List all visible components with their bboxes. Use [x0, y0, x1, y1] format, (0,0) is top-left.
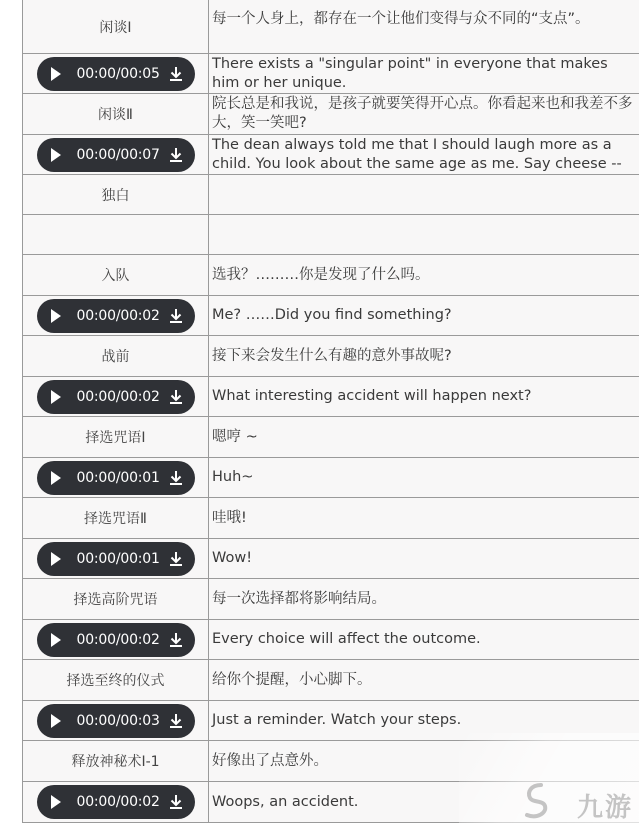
line-text-cn — [209, 0, 639, 53]
line-text: Just a reminder. Watch your steps. — [212, 712, 462, 728]
download-icon[interactable] — [169, 551, 183, 567]
audio-cell — [23, 296, 209, 335]
line-text-en — [209, 701, 639, 740]
line-text-en — [209, 539, 639, 578]
audio-row — [23, 377, 639, 417]
audio-cell — [23, 539, 209, 578]
line-text: Huh~ — [212, 469, 254, 485]
audio-cell — [23, 458, 209, 497]
line-title-cell — [23, 0, 209, 53]
download-icon[interactable] — [169, 794, 183, 810]
line-text: 哇哦! — [212, 509, 247, 526]
line-title: 闲谈Ⅰ — [99, 19, 132, 36]
download-icon[interactable] — [169, 632, 183, 648]
line-title: 入队 — [101, 268, 130, 284]
audio-cell — [23, 54, 209, 93]
play-icon[interactable] — [51, 148, 61, 162]
audio-row — [23, 539, 639, 579]
line-title: 择选高阶咒语 — [73, 592, 158, 608]
audio-player[interactable] — [37, 380, 195, 414]
play-icon[interactable] — [51, 67, 61, 81]
audio-cell — [23, 620, 209, 659]
line-title: 释放神秘术Ⅰ-1 — [71, 754, 160, 770]
audio-cell — [23, 782, 209, 822]
audio-row — [23, 782, 639, 823]
audio-row — [23, 296, 639, 336]
play-icon[interactable] — [51, 552, 61, 566]
audio-player[interactable] — [37, 542, 195, 576]
line-text: What interesting accident will happen next? — [212, 388, 532, 404]
line-text: 给你个提醒，小心脚下。 — [212, 671, 372, 688]
audio-time: 00:00/00:02 — [76, 388, 160, 405]
play-icon[interactable] — [51, 633, 61, 647]
audio-row — [23, 54, 639, 94]
line-text-en — [209, 54, 639, 93]
line-text-en — [209, 782, 639, 822]
line-text: Me? ……Did you find something? — [212, 307, 452, 323]
voice-lines-table — [22, 0, 639, 823]
line-text: Wow! — [212, 550, 253, 566]
line-title: 独白 — [101, 187, 130, 204]
table-row — [23, 175, 639, 215]
line-title-cell — [23, 215, 209, 254]
line-text-en — [209, 620, 639, 659]
audio-time: 00:00/00:01 — [76, 469, 160, 486]
table-row — [23, 94, 639, 135]
audio-player[interactable] — [37, 785, 195, 819]
audio-time: 00:00/00:01 — [76, 550, 160, 567]
line-text: 选我？………你是发现了什么吗。 — [212, 266, 430, 283]
line-text: Every choice will affect the outcome. — [212, 631, 481, 647]
line-text-en — [209, 458, 639, 497]
line-title: 择选咒语Ⅱ — [84, 511, 147, 527]
watermark-text: 九游 — [576, 793, 633, 823]
audio-row — [23, 135, 639, 175]
audio-player[interactable] — [37, 461, 195, 495]
line-text-cn — [209, 336, 639, 376]
line-title-cell — [23, 579, 209, 619]
audio-player[interactable] — [37, 138, 195, 172]
line-text: Woops, an accident. — [212, 793, 359, 810]
audio-cell — [23, 701, 209, 740]
line-text-cn — [209, 741, 639, 781]
audio-cell — [23, 377, 209, 416]
audio-player[interactable] — [37, 704, 195, 738]
line-text: There exists a "singular point" in everyone that makes him or her unique. — [212, 55, 608, 91]
audio-row — [23, 701, 639, 741]
audio-row — [23, 458, 639, 498]
line-title-cell — [23, 498, 209, 538]
download-icon[interactable] — [169, 470, 183, 486]
line-text: 每一次选择都将影响结局。 — [212, 590, 386, 607]
download-icon[interactable] — [169, 308, 183, 324]
table-row — [23, 255, 639, 296]
line-text: 每一个人身上，都存在一个让他们变得与众不同的“支点”。 — [212, 11, 590, 27]
audio-time: 00:00/00:07 — [76, 146, 160, 163]
line-text: The dean always told me that I should laugh more as a child. You look about the same age as me. Say cheese -- — [212, 136, 622, 172]
download-icon[interactable] — [169, 713, 183, 729]
line-text-cn — [209, 417, 639, 457]
line-title-cell — [23, 336, 209, 376]
audio-time: 00:00/00:03 — [76, 712, 160, 729]
audio-player[interactable] — [37, 57, 195, 91]
table-row — [23, 215, 639, 255]
line-title: 闲谈Ⅱ — [98, 107, 133, 123]
line-text-cn — [209, 660, 639, 700]
table-row — [23, 417, 639, 458]
play-icon[interactable] — [51, 714, 61, 728]
table-row — [23, 741, 639, 782]
line-title: 择选咒语Ⅰ — [85, 430, 146, 446]
line-title-cell — [23, 255, 209, 295]
line-title-cell — [23, 660, 209, 700]
line-text: 好像出了点意外。 — [212, 752, 328, 769]
line-text: 嗯哼 ~ — [212, 428, 258, 445]
download-icon[interactable] — [169, 389, 183, 405]
line-text-cn — [209, 94, 639, 134]
line-title-cell — [23, 94, 209, 134]
line-text-cn — [209, 215, 639, 254]
line-text-cn — [209, 498, 639, 538]
line-title: 择选至终的仪式 — [66, 673, 165, 689]
download-icon[interactable] — [169, 66, 183, 82]
line-text: 接下来会发生什么有趣的意外事故呢? — [212, 347, 452, 364]
audio-cell — [23, 135, 209, 174]
audio-time: 00:00/00:02 — [76, 631, 160, 648]
table-row — [23, 498, 639, 539]
table-row — [23, 660, 639, 701]
line-text-en — [209, 296, 639, 335]
audio-row — [23, 620, 639, 660]
table-row — [23, 579, 639, 620]
table-row — [23, 336, 639, 377]
line-text-cn — [209, 255, 639, 295]
download-icon[interactable] — [169, 147, 183, 163]
audio-time: 00:00/00:02 — [76, 794, 160, 810]
audio-player[interactable] — [37, 623, 195, 657]
line-title-cell — [23, 741, 209, 781]
line-text-cn — [209, 579, 639, 619]
line-text-en — [209, 377, 639, 416]
play-icon[interactable] — [51, 795, 61, 809]
line-title-cell — [23, 417, 209, 457]
play-icon[interactable] — [51, 309, 61, 323]
line-text-en — [209, 135, 639, 174]
table-row — [23, 0, 639, 54]
audio-time: 00:00/00:02 — [76, 307, 160, 324]
line-title-cell — [23, 175, 209, 214]
line-text-cn — [209, 175, 639, 214]
play-icon[interactable] — [51, 390, 61, 404]
play-icon[interactable] — [51, 471, 61, 485]
audio-time: 00:00/00:05 — [76, 65, 160, 82]
line-text: 院长总是和我说，是孩子就要笑得开心点。你看起来也和我差不多大，笑一笑吧? — [212, 96, 633, 131]
audio-player[interactable] — [37, 299, 195, 333]
line-title: 战前 — [101, 349, 130, 365]
